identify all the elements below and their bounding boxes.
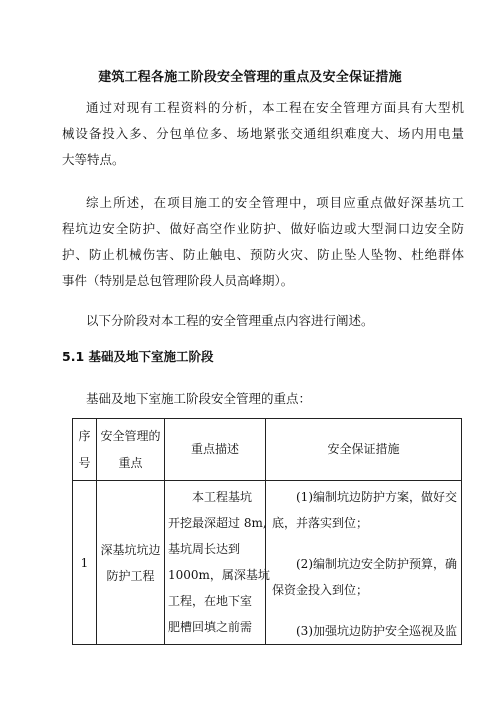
measure-item <box>272 551 455 603</box>
header-no-line: 序 <box>78 428 91 443</box>
header-no-line: 号 <box>78 455 91 470</box>
measure-item <box>272 618 455 644</box>
paragraph-line: 械设备投入多、分包单位多、场地紧张交通组织难度大、场内用电量 <box>62 126 464 141</box>
description-line: 开挖最深超过 8m, <box>168 516 267 530</box>
document-title: 建筑工程各施工阶段安全管理的重点及安全保证措施 <box>98 70 402 85</box>
paragraph-features <box>62 95 464 173</box>
header-item <box>97 419 165 481</box>
measure-item <box>272 484 455 536</box>
description-line: 1000m，属深基坑 <box>168 568 270 582</box>
row-description <box>165 481 270 645</box>
paragraph-line: 通过对现有工程资料的分析，本工程在安全管理方面具有大型机 <box>86 100 464 115</box>
measure-line: (3)加强坑边防护安全巡视及监 <box>296 624 457 638</box>
paragraph-summary <box>62 190 464 294</box>
description-line: 本工程基坑 <box>192 490 253 504</box>
header-measure-text: 安全保证措施 <box>327 442 400 456</box>
header-no <box>73 419 97 481</box>
safety-measures-table <box>72 418 462 645</box>
section-heading: 5.1 基础及地下室施工阶段 <box>62 349 214 364</box>
header-item-line: 安全管理的 <box>100 428 161 443</box>
row-item-line: 防护工程 <box>106 568 155 583</box>
description-line: 基坑周长达到 <box>168 542 241 556</box>
measure-line: (1)编制坑边防护方案，做好交 <box>296 490 457 504</box>
description-line: 肥槽回填之前需 <box>168 620 253 634</box>
measure-line: 保资金投入到位； <box>272 583 369 597</box>
row-item <box>97 481 165 645</box>
header-item-line: 重点 <box>118 455 143 470</box>
row-item-line: 深基坑坑边 <box>100 542 161 557</box>
row-measures <box>266 481 462 645</box>
description-line: 工程，在地下室 <box>168 594 253 608</box>
paragraph-line: 护、防止机械伤害、防止触电、预防火灾、防止坠人坠物、杜绝群体 <box>62 247 464 262</box>
table-row <box>73 481 462 645</box>
section-intro <box>62 386 464 412</box>
row-number: 1 <box>73 481 97 645</box>
header-measure <box>266 419 462 481</box>
header-desc <box>165 419 266 481</box>
paragraph-line: 综上所述，在项目施工的安全管理中，项目应重点做好深基坑工 <box>86 195 464 210</box>
paragraph-overview <box>62 308 464 334</box>
paragraph-line: 大等特点。 <box>62 152 125 167</box>
paragraph-line: 以下分阶段对本工程的安全管理重点内容进行阐述。 <box>86 313 374 328</box>
paragraph-line: 程坑边安全防护、做好高空作业防护、做好临边或大型洞口边安全防 <box>62 221 464 236</box>
table-header-row <box>73 419 462 481</box>
measure-line: 底，并落实到位； <box>272 516 369 530</box>
measure-line: (2)编制坑边安全防护预算，确 <box>296 557 457 571</box>
paragraph-line: 事件（特别是总包管理阶段人员高峰期）。 <box>62 273 294 288</box>
section-intro-text: 基础及地下室施工阶段安全管理的重点： <box>86 391 312 406</box>
header-desc-text: 重点描述 <box>190 442 239 456</box>
